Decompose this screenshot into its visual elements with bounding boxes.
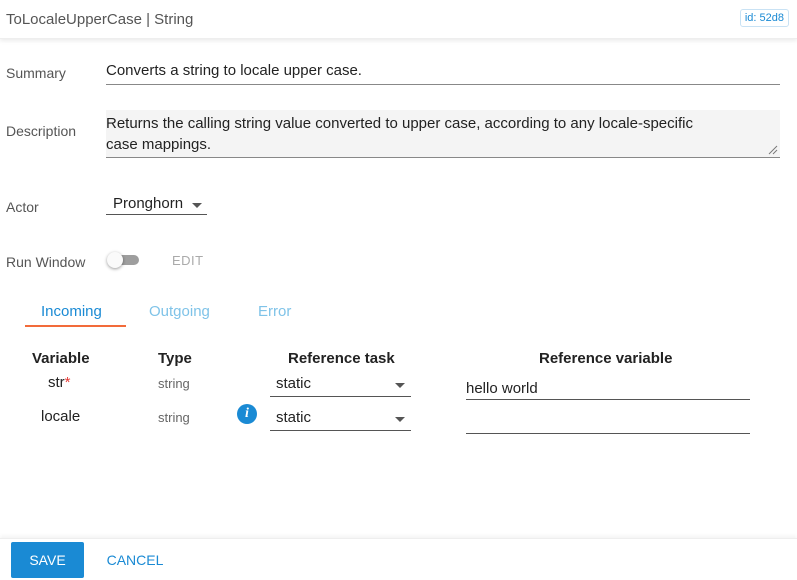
toggle-thumb bbox=[107, 252, 123, 268]
chevron-down-icon bbox=[395, 417, 405, 422]
reference-task-value: static bbox=[276, 409, 312, 426]
column-header-reference-variable: Reference variable bbox=[539, 350, 673, 367]
description-textarea[interactable] bbox=[106, 110, 780, 158]
chevron-down-icon bbox=[395, 383, 405, 388]
description-label: Description bbox=[6, 123, 77, 139]
active-tab-indicator bbox=[25, 325, 126, 327]
resize-grip-icon[interactable] bbox=[768, 145, 778, 155]
id-badge: id: 52d8 bbox=[740, 9, 789, 27]
column-header-reference-task: Reference task bbox=[288, 350, 395, 367]
reference-variable-input[interactable] bbox=[466, 409, 750, 434]
tab-error[interactable]: Error bbox=[258, 303, 292, 320]
reference-task-value: static bbox=[276, 375, 312, 392]
variable-name bbox=[48, 374, 71, 391]
tab-outgoing[interactable]: Outgoing bbox=[149, 303, 210, 320]
variable-type: string bbox=[158, 410, 190, 425]
description-line-1: Returns the calling string value converted to upper case, according to any locale-specific bbox=[106, 115, 693, 132]
page-title: ToLocaleUpperCase | String bbox=[6, 11, 194, 28]
reference-variable-input[interactable] bbox=[466, 375, 750, 400]
tab-incoming[interactable]: Incoming bbox=[41, 303, 102, 320]
required-marker: * bbox=[64, 374, 71, 391]
reference-task-select[interactable] bbox=[270, 406, 411, 431]
info-icon[interactable]: i bbox=[237, 404, 257, 424]
summary-label: Summary bbox=[6, 65, 66, 81]
variable-type: string bbox=[158, 376, 190, 391]
description-line-2: case mappings. bbox=[106, 136, 212, 153]
cancel-button[interactable]: CANCEL bbox=[106, 552, 164, 568]
variable-name: locale bbox=[41, 408, 81, 425]
footer-bar bbox=[0, 538, 797, 580]
run-window-label: Run Window bbox=[6, 254, 86, 270]
run-window-toggle[interactable] bbox=[107, 252, 141, 268]
actor-value: Pronghorn bbox=[113, 195, 184, 212]
reference-task-select[interactable] bbox=[270, 372, 411, 397]
header-bar bbox=[0, 0, 797, 39]
column-header-type: Type bbox=[158, 350, 192, 367]
actor-label: Actor bbox=[6, 199, 39, 215]
save-button[interactable]: SAVE bbox=[11, 542, 84, 578]
reference-variable-value: hello world bbox=[466, 380, 538, 397]
chevron-down-icon bbox=[192, 203, 202, 208]
summary-input[interactable]: Converts a string to locale upper case. bbox=[106, 59, 780, 85]
edit-button[interactable]: EDIT bbox=[172, 253, 204, 268]
actor-select[interactable] bbox=[106, 192, 207, 215]
variable-name-text: str bbox=[48, 374, 65, 391]
column-header-variable: Variable bbox=[32, 350, 90, 367]
